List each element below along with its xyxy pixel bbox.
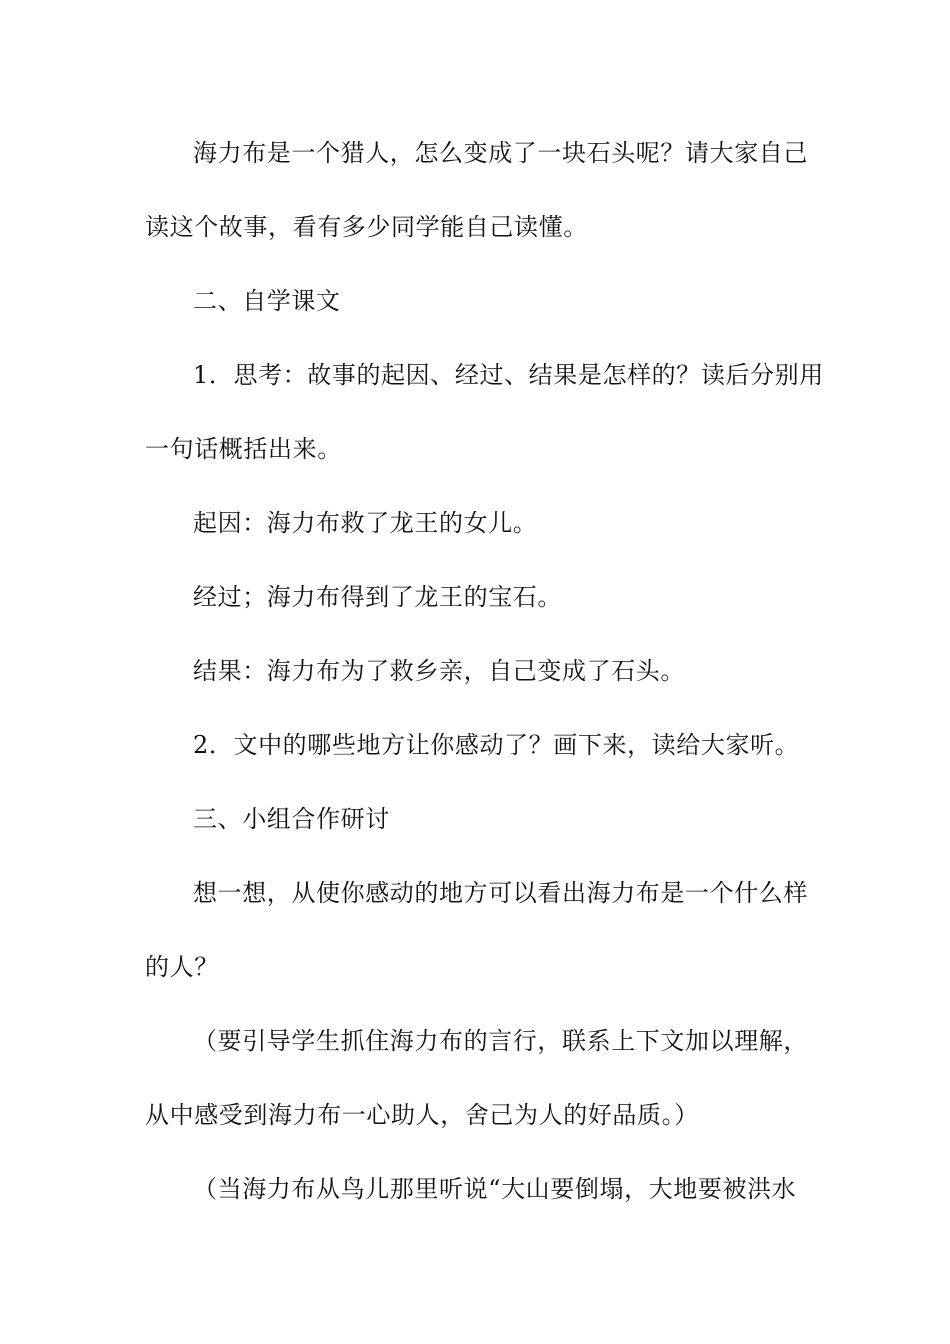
paragraph-line: （当海力布从鸟儿那里听说“大山要倒塌，大地要被洪水 [193,1175,797,1203]
paragraph-line: 读这个故事，看有多少同学能自己读懂。 [145,213,588,241]
paragraph-line: （要引导学生抓住海力布的言行，联系上下文加以理解， [193,1027,808,1055]
section-heading: 二、自学课文 [193,287,341,315]
paragraph-line: 2．文中的哪些地方让你感动了？画下来，读给大家听。 [193,731,800,759]
paragraph-line: 海力布是一个猎人，怎么变成了一块石头呢？请大家自己 [193,139,808,167]
paragraph-line: 想一想，从使你感动的地方可以看出海力布是一个什么样 [193,879,808,907]
section-heading: 三、小组合作研讨 [193,805,390,833]
paragraph-line: 起因：海力布救了龙王的女儿。 [193,509,538,537]
paragraph-line: 一句话概括出来。 [145,435,342,463]
paragraph-line: 的人？ [145,953,219,981]
paragraph-line: 1．思考：故事的起因、经过、结果是怎样的？读后分别用 [193,361,824,389]
paragraph-line: 经过；海力布得到了龙王的宝石。 [193,583,562,611]
paragraph-line: 结果：海力布为了救乡亲，自己变成了石头。 [193,657,685,685]
paragraph-line: 从中感受到海力布一心助人，舍己为人的好品质。） [145,1101,699,1129]
